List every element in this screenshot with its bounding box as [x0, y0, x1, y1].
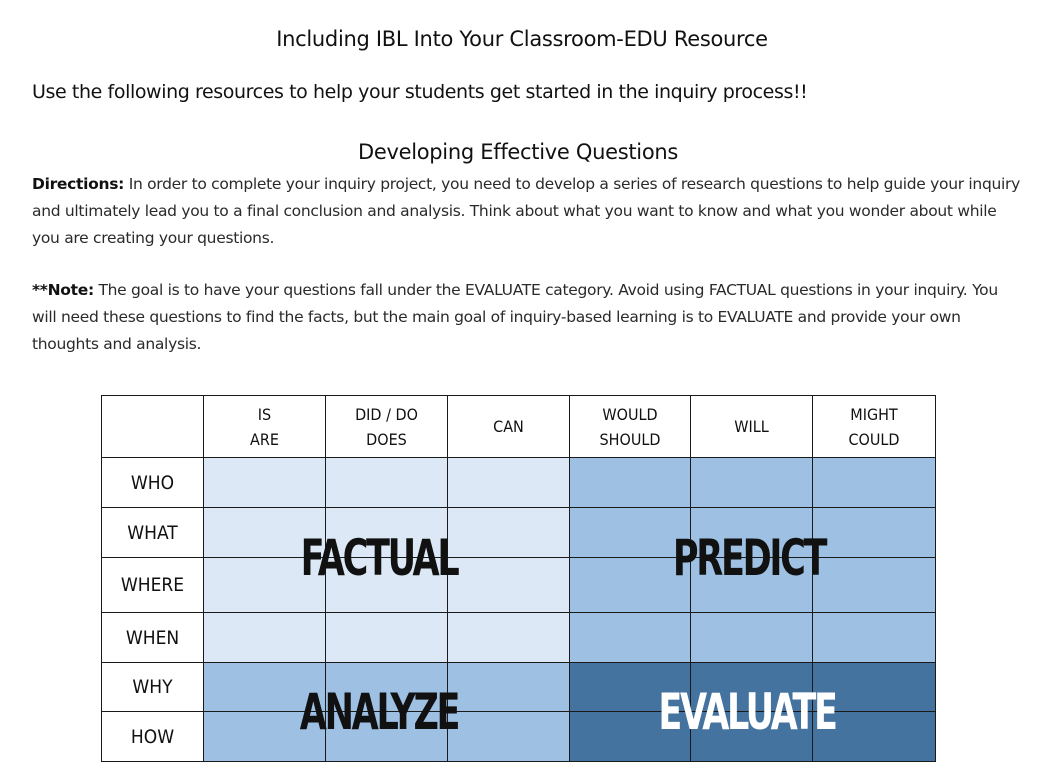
- column-header: DID / DO DOES: [325, 395, 448, 458]
- quadrant-label-factual: FACTUAL: [300, 529, 458, 587]
- table-cell: [447, 507, 570, 558]
- table-cell: [325, 612, 448, 663]
- table-cell: [447, 457, 570, 508]
- table-cell: [203, 457, 326, 508]
- table-cell: [569, 457, 691, 508]
- directions-paragraph: [32, 171, 1022, 252]
- section-heading: Developing Effective Questions: [357, 140, 679, 164]
- table-cell: [690, 457, 813, 508]
- note-paragraph: [32, 277, 1022, 358]
- quadrant-label-predict: PREDICT: [672, 529, 826, 587]
- quadrant-label-analyze: ANALYZE: [299, 683, 459, 741]
- column-header: MIGHT COULD: [812, 395, 936, 458]
- row-header: WHY: [101, 662, 204, 712]
- table-cell: [690, 612, 813, 663]
- directions-text: In order to complete your inquiry project, you need to develop a series of research questions to help guide your inquiry and ultimately lead you to a final conclusion and analysis. Think about what you want to know and what you wonder about while you are creating your questions.: [32, 175, 1020, 247]
- intro-text: Use the following resources to help your students get started in the inquiry process!!: [32, 81, 808, 103]
- table-cell: [447, 612, 570, 663]
- row-header: WHEN: [101, 612, 204, 663]
- row-header: HOW: [101, 711, 204, 762]
- column-header: IS ARE: [203, 395, 326, 458]
- column-header: WOULD SHOULD: [569, 395, 691, 458]
- table-cell: [812, 612, 936, 663]
- question-matrix-table: [101, 395, 935, 761]
- directions-label: Directions:: [32, 175, 125, 193]
- note-label: **Note:: [32, 281, 94, 299]
- note-text: The goal is to have your questions fall under the EVALUATE category. Avoid using FACTUAL questions in your inquiry. You will need these questions to find the facts, but the main goal of inquiry-based learning is to EVALUATE and provide your own thoughts and analysis.: [32, 281, 998, 353]
- column-header: WILL: [690, 395, 813, 458]
- table-cell: [569, 612, 691, 663]
- row-header: WHO: [101, 457, 204, 508]
- page-title: Including IBL Into Your Classroom-EDU Resource: [276, 27, 768, 51]
- table-cell: [812, 457, 936, 508]
- table-cell: [203, 612, 326, 663]
- quadrant-label-evaluate: EVALUATE: [658, 683, 836, 741]
- table-cell: [447, 557, 570, 613]
- table-corner-cell: [101, 395, 204, 458]
- table-cell: [325, 457, 448, 508]
- row-header: WHERE: [101, 557, 204, 613]
- column-header: CAN: [447, 395, 570, 458]
- row-header: WHAT: [101, 507, 204, 558]
